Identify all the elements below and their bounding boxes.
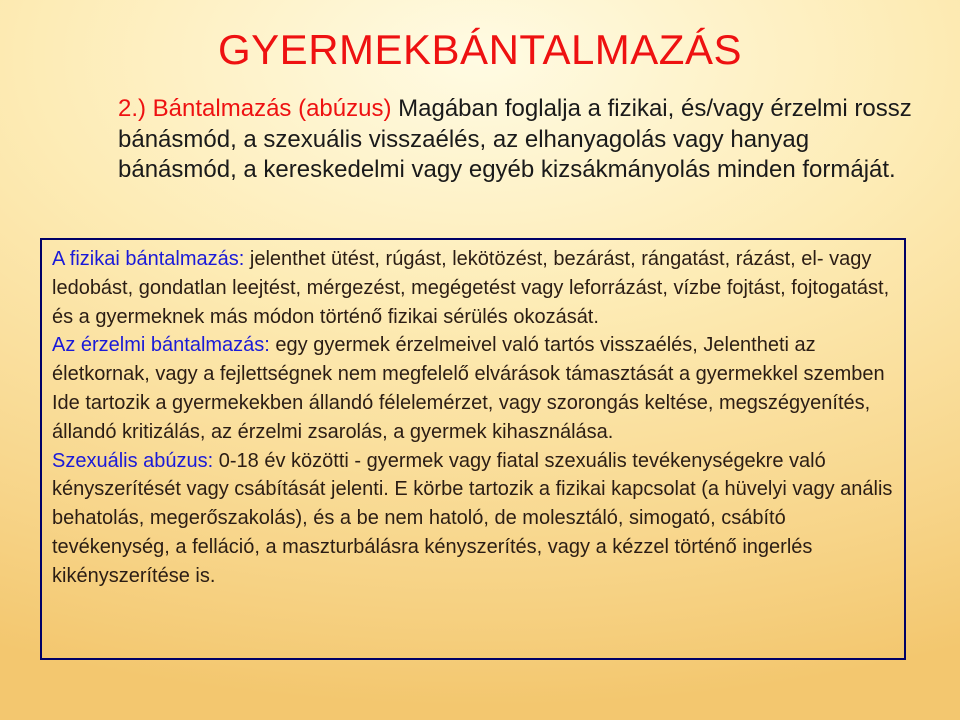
physical-abuse-paragraph <box>52 245 896 331</box>
emotional-abuse-term: Az érzelmi bántalmazás: <box>52 334 270 357</box>
sexual-abuse-term: Szexuális abúzus: <box>52 449 214 472</box>
physical-abuse-term: A fizikai bántalmazás: <box>52 248 245 270</box>
intro-text: Magában foglalja a fizikai, és/vagy érzelmi rossz bánásmód, a szexuális visszaélés, az elhanyagolás vagy hanyag bánásmód, a kereskedelmi vagy egyéb kizsákmányolás minden formáját. <box>118 95 912 183</box>
page-title: GYERMEKBÁNTALMAZÁS <box>218 26 742 73</box>
definitions-box <box>40 238 906 660</box>
sexual-abuse-text: 0-18 év közötti - gyermek vagy fiatal szexuális tevékenységekre való kényszerítését vagy csábítását jelenti. E körbe tartozik a fizikai kapcsolat (a hüvelyi vagy anális behatolás, megerőszakolás), és a be nem hatoló, de molesztáló, simogató, csábító tevékenység, a felláció, a maszturbálásra kényszerítés, vagy a kézzel történő ingerlés kikényszerítése is. <box>52 449 893 587</box>
sexual-abuse-paragraph <box>52 447 896 591</box>
physical-abuse-text: jelenthet ütést, rúgást, lekötözést, bezárást, rángatást, rázást, el- vagy ledobást, gondatlan leejtést, mérgezést, megégetést vagy leforrázást, vízbe fojtást, fojtogatást, és a gyermeknek más módon történő fizikai sérülés okozását. <box>52 248 890 328</box>
emotional-abuse-paragraph <box>52 331 896 446</box>
intro-lead: 2.) Bántalmazás (abúzus) <box>118 95 392 122</box>
emotional-abuse-text: egy gyermek érzelmeivel való tartós visszaélés, Jelentheti az életkornak, vagy a fejlettségnek nem megfelelő elvárások támasztását a gyermekkel szemben Ide tartozik a gyermekekben állandó félelemérzet, vagy szorongás keltése, megszégyenítés, állandó kritizálás, az érzelmi zsarolás, a gyermek kihasználása. <box>52 334 885 443</box>
intro-paragraph <box>118 94 918 186</box>
